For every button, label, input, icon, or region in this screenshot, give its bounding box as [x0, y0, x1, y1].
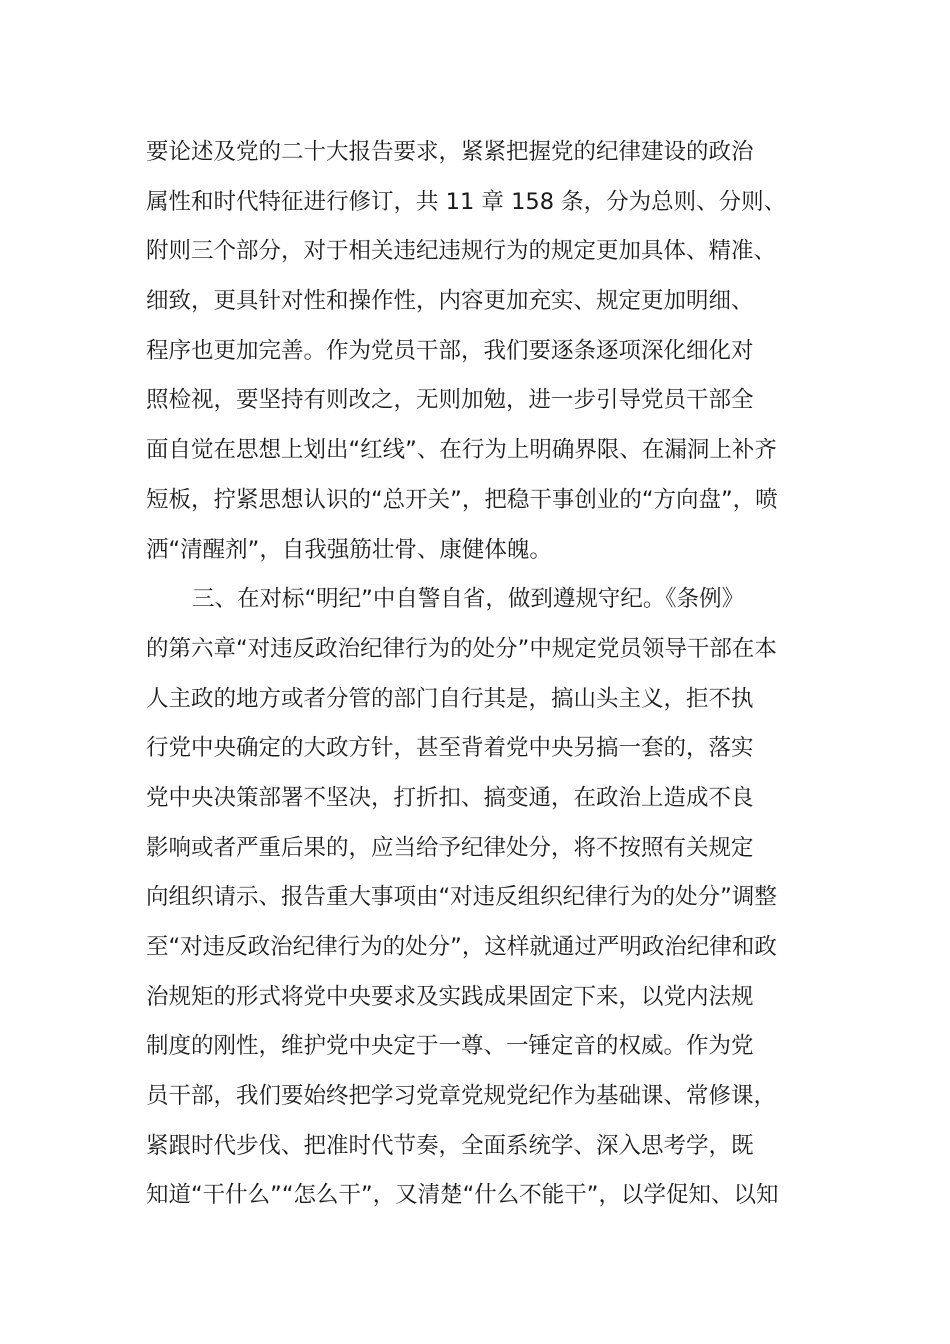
text-line: 知道“干什么”“怎么干”，又清楚“什么不能干”，以学促知、以知: [146, 1182, 779, 1209]
text-line: 人主政的地方或者分管的部门自行其是，搞山头主义，拒不执: [146, 685, 754, 712]
text-line: 的第六章“对违反政治纪律行为的处分”中规定党员领导干部在本: [146, 635, 777, 662]
text-line: 员干部，我们要始终把学习党章党规党纪作为基础课、常修课，: [146, 1083, 777, 1110]
text-line: 属性和时代特征进行修订，共 11 章 158 条，分为总则、分则、: [146, 188, 787, 215]
text-line: 至“对违反政治纪律行为的处分”，这样就通过严明政治纪律和政: [146, 934, 777, 960]
text-line: 制度的刚性，维护党中央定于一尊、一锤定音的权威。作为党: [146, 1033, 754, 1060]
text-line: 细致，更具针对性和操作性，内容更加充实、规定更加明细、: [146, 288, 754, 315]
text-line: 附则三个部分，对于相关违纪违规行为的规定更加具体、精准、: [146, 238, 777, 265]
text-line: 治规矩的形式将党中央要求及实践成果固定下来，以党内法规: [146, 983, 754, 1010]
text-line: 影响或者严重后果的，应当给予纪律处分，将不按照有关规定: [146, 834, 754, 861]
text-line: 程序也更加完善。作为党员干部，我们要逐条逐项深化细化对: [146, 337, 754, 364]
text-line: 短板，拧紧思想认识的“总开关”，把稳干事创业的“方向盘”，喷: [146, 486, 778, 513]
text-line: 照检视，要坚持有则改之，无则加勉，进一步引导党员干部全: [146, 387, 754, 414]
text-line: 党中央决策部署不坚决，打折扣、搞变通，在政治上造成不良: [146, 784, 754, 811]
body-text: [146, 128, 826, 1221]
text-line: 行党中央确定的大政方针，甚至背着党中央另搞一套的，落实: [146, 735, 754, 762]
text-line: 向组织请示、报告重大事项由“对违反组织纪律行为的处分”调整: [146, 884, 777, 911]
text-line: 面自觉在思想上划出“红线”、在行为上明确界限、在漏洞上补齐: [146, 437, 777, 464]
text-line: 洒“清醒剂”，自我强筋壮骨、康健体魄。: [146, 536, 552, 563]
section-heading-line: 三、在对标“明纪”中自警自省，做到遵规守纪。《条例》: [192, 586, 745, 613]
text-line: 要论述及党的二十大报告要求，紧紧把握党的纪律建设的政治: [146, 139, 754, 165]
text-line: 紧跟时代步伐、把准时代节奏，全面系统学、深入思考学，既: [146, 1132, 754, 1159]
